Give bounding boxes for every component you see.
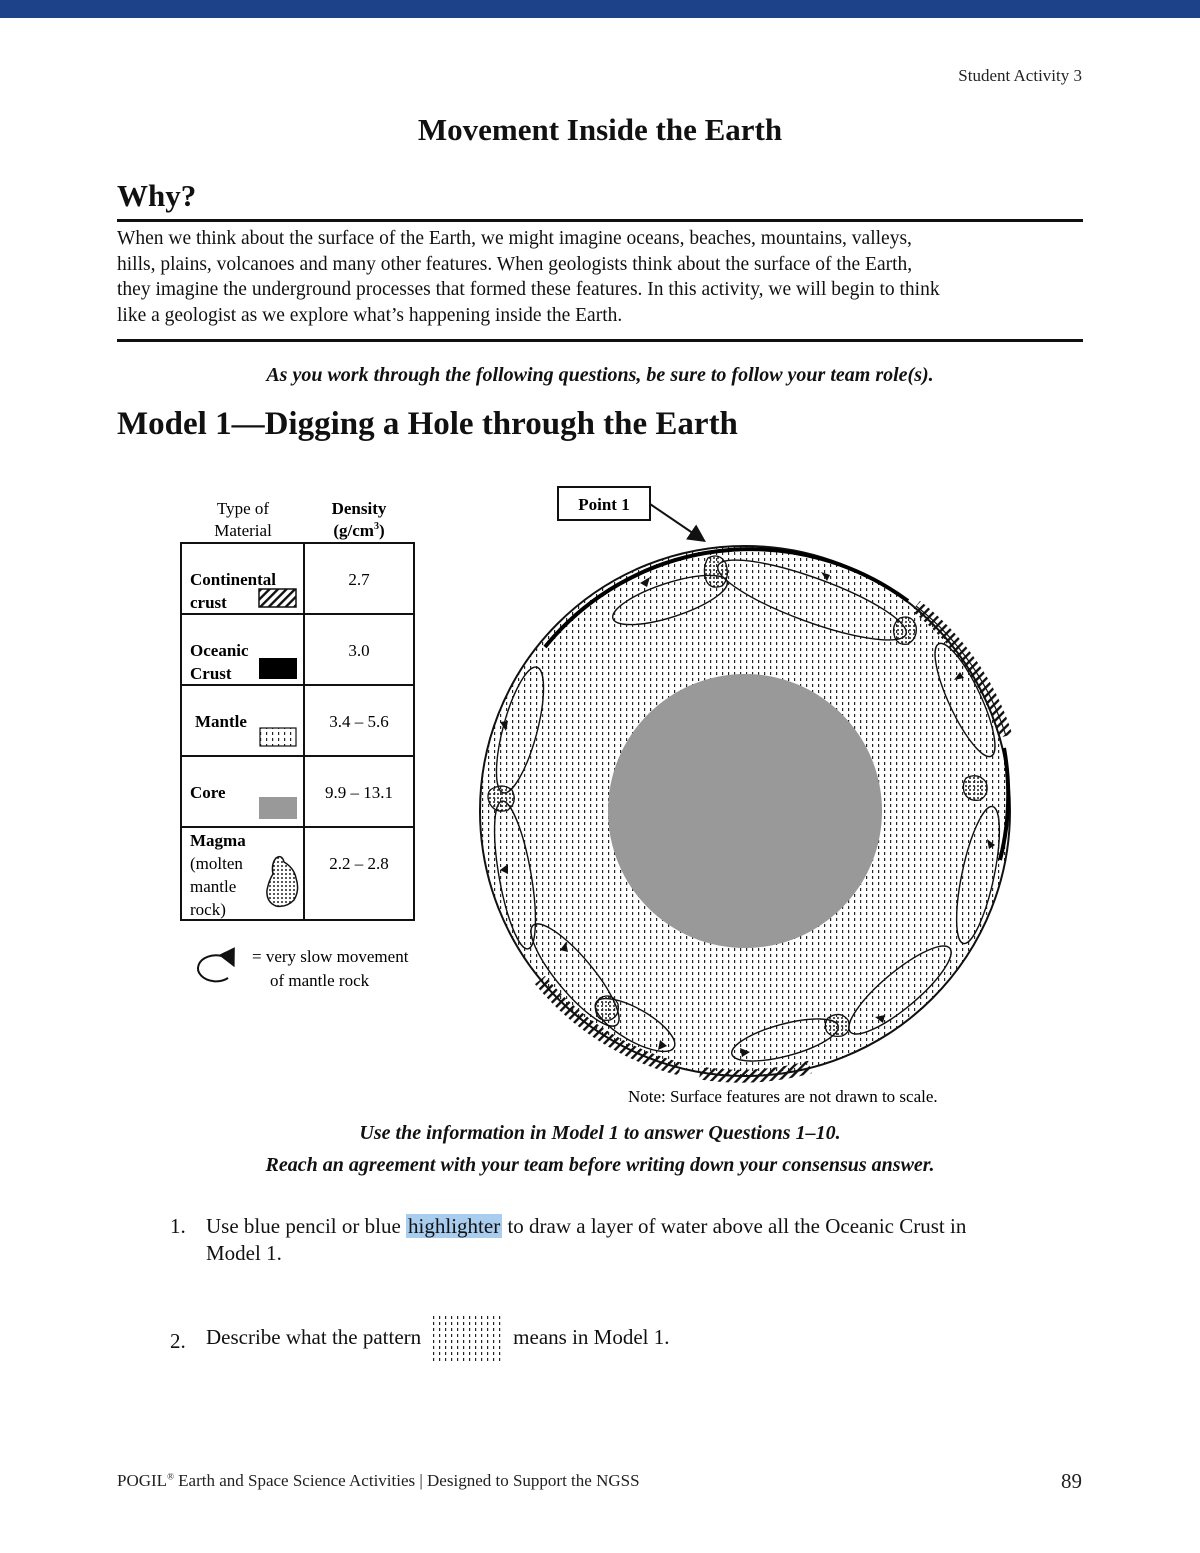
rule-top (117, 219, 1083, 222)
earth-model-diagram (0, 470, 1200, 1120)
why-line: they imagine the underground processes that formed these features. In this activity, we will begin to think (117, 279, 940, 300)
legend-text: = very slow movement (252, 947, 409, 966)
why-heading: Why? (117, 178, 197, 213)
row-oceanic-density: 3.0 (348, 641, 370, 660)
row-mantle-density: 3.4 – 5.6 (329, 712, 389, 731)
mantle-swatch (260, 728, 296, 746)
row-magma-density: 2.2 – 2.8 (329, 854, 389, 873)
page-number: 89 (1061, 1469, 1082, 1493)
magma-blob (488, 786, 514, 811)
table-header-density: Density (331, 499, 387, 518)
continental-crust-swatch (259, 589, 296, 607)
movement-legend-icon (198, 955, 233, 981)
row-magma-label-2: (molten (190, 854, 243, 873)
point-1-arrow (650, 504, 703, 540)
magma-blob (704, 556, 727, 587)
why-line: When we think about the surface of the Earth, we might imagine oceans, beaches, mountains, valleys, (117, 228, 912, 249)
magma-blob (894, 617, 917, 644)
magma-swatch (267, 857, 298, 907)
instruction-line-2: Reach an agreement with your team before writing down your consensus answer. (265, 1154, 935, 1176)
earth-core (608, 674, 882, 948)
table-header-material-2: Material (214, 521, 272, 540)
row-magma-label-3: mantle (190, 877, 237, 896)
question-2-text (206, 1316, 1036, 1362)
team-roles-note: As you work through the following questions, be sure to follow your team role(s). (266, 364, 934, 386)
question-1-text-start: Use blue pencil or blue (206, 1214, 407, 1238)
row-magma-label-4: rock) (190, 900, 226, 919)
row-oceanic-label-2: Crust (190, 664, 232, 683)
footer-registered-mark: ® (167, 1471, 174, 1482)
question-1-text-line-2: Model 1. (206, 1241, 282, 1265)
rule-bottom (117, 339, 1083, 342)
model-heading: Model 1—Digging a Hole through the Earth (117, 406, 738, 442)
row-mantle-label: Mantle (195, 712, 247, 731)
why-line: like a geologist as we explore what’s happening inside the Earth. (117, 304, 623, 326)
why-line: hills, plains, volcanoes and many other features. When geologists think about the surface of the Earth, (117, 253, 913, 275)
footer-brand: POGIL (117, 1471, 168, 1490)
row-continental-label-2: crust (190, 593, 227, 612)
question-2-text-end: means in Model 1. (513, 1324, 670, 1349)
page-title: Movement Inside the Earth (417, 112, 783, 147)
question-1-text (206, 1213, 1036, 1267)
magma-blob (963, 776, 987, 801)
question-1-text-end: to draw a layer of water above all the Oceanic Crust in (502, 1214, 967, 1238)
question-2-number: 2. (170, 1329, 186, 1353)
question-1-number: 1. (170, 1214, 186, 1238)
row-magma-label: Magma (190, 831, 246, 850)
legend-text-2: of mantle rock (270, 971, 370, 990)
earth-cross-section (480, 545, 1010, 1076)
table-header-material: Type of (216, 499, 270, 518)
top-color-bar (0, 0, 1200, 18)
highlighted-word: highlighter (408, 1214, 501, 1238)
row-oceanic-label: Oceanic (190, 641, 249, 660)
running-head: Student Activity 3 (958, 66, 1082, 85)
row-continental-density: 2.7 (348, 570, 370, 589)
core-swatch (259, 797, 297, 819)
magma-blob (825, 1014, 849, 1036)
why-paragraph (117, 226, 1083, 328)
scale-note: Note: Surface features are not drawn to scale. (628, 1087, 938, 1106)
table-header-density-unit: $(g/cm^3)$ (333, 521, 385, 540)
instruction-line-1: Use the information in Model 1 to answer Questions 1–10. (359, 1122, 841, 1144)
footer-title (117, 1471, 640, 1491)
mantle-pattern-sample (431, 1316, 503, 1362)
magma-blob (596, 996, 619, 1020)
row-core-label: Core (190, 783, 226, 802)
row-core-density: 9.9 – 13.1 (325, 783, 393, 802)
point-1-label: Point 1 (578, 495, 630, 514)
footer-title-rest: Earth and Space Science Activities | Designed to Support the NGSS (173, 1471, 640, 1490)
row-continental-label: Continental (190, 570, 276, 589)
question-2-text-start: Describe what the pattern (206, 1324, 422, 1349)
oceanic-crust-swatch (259, 658, 297, 679)
